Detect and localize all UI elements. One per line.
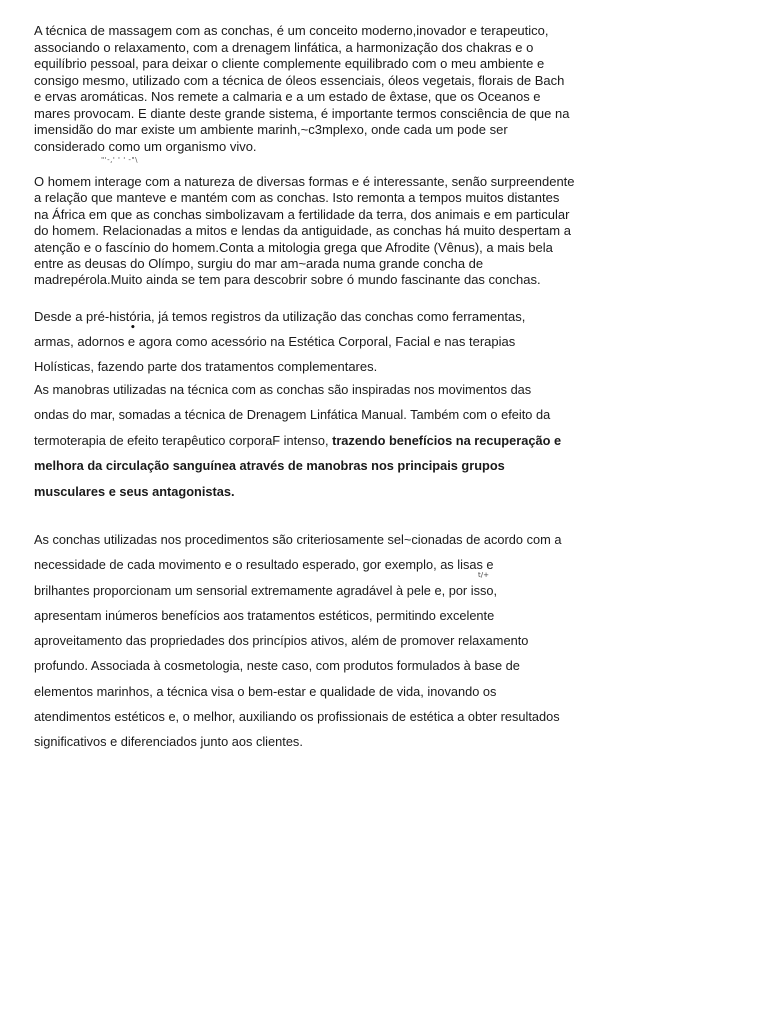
paragraph-conchas-massage-intro	[34, 23, 600, 155]
text-line: associando o relaxamento, com a drenagem linfática, a harmonização dos chakras e o	[34, 39, 534, 55]
text-normal-segment: termoterapia de efeito terapêutico corporaF intenso,	[34, 432, 333, 448]
text-line: As manobras utilizadas na técnica com as conchas são inspiradas nos movimentos das	[34, 382, 532, 397]
paragraph-shells-selection	[34, 527, 596, 755]
text-line-bold: musculares e seus antagonistas.	[34, 483, 235, 499]
text-line: ondas do mar, somadas a técnica de Drenagem Linfática Manual. Também com o efeito da	[34, 407, 551, 423]
text-line: atendimentos estéticos e, o melhor, auxiliando os profissionais de estética a obter resultados	[34, 709, 560, 725]
text-line: O homem interage com a natureza de diversas formas e é interessante, senão surpreendente	[34, 174, 575, 189]
text-line: aproveitamento das propriedades dos princípios ativos, além de promover relaxamento	[34, 633, 529, 649]
text-line: As conchas utilizadas nos procedimentos são criteriosamente sel~cionadas de acordo com a	[34, 532, 562, 547]
text-line: elementos marinhos, a técnica visa o bem-estar e qualidade de vida, inovando os	[34, 683, 497, 699]
text-line: madrepérola.Muito ainda se tem para descobrir sobre ó mundo fascinante das conchas.	[34, 272, 541, 288]
text-line: e ervas aromáticas. Nos remete a calmaria e a um estado de êxtase, que os Oceanos e	[34, 89, 541, 104]
scan-artifact-dot: •	[130, 323, 136, 333]
text-line: profundo. Associada à cosmetologia, neste caso, com produtos formulados à base de	[34, 658, 520, 674]
paragraph-man-and-nature	[34, 174, 600, 289]
text-line: do homem. Relacionadas a mitos e lendas da antiguidade, as conchas há muito despertam a	[34, 223, 571, 239]
text-line-bold: melhora da circulação sanguínea através de manobras nos principais grupos	[34, 458, 505, 474]
text-line: Desde a pré-história, já temos registros da utilização das conchas como ferramentas,	[34, 309, 526, 324]
text-line: armas, adornos e agora como acessório na Estética Corporal, Facial e nas terapias	[34, 334, 516, 349]
scan-artifact-mark: t/+	[478, 571, 489, 579]
text-line: apresentam inúmeros benefícios aos tratamentos estéticos, permitindo excelente	[34, 607, 495, 623]
text-line: mares provocam. E diante deste grande sistema, é importante termos consciência de que na	[34, 105, 570, 121]
text-bold-segment: trazendo benefícios na recuperação e	[332, 432, 562, 448]
paragraph-prehistory	[34, 304, 594, 379]
text-line: na África em que as conchas simbolizavam a fertilidade da terra, dos animais e em particular	[34, 206, 570, 222]
text-line-mixed	[34, 428, 596, 453]
text-line: entre as deusas do Olímpo, surgiu do mar am~arada numa grande concha de	[34, 256, 484, 272]
text-line: atenção e o fascínio do homem.Conta a mitologia grega que Afrodite (Vênus), a mais bela	[34, 239, 553, 255]
text-line: Holísticas, fazendo parte dos tratamentos complementares.	[34, 359, 378, 374]
text-line: equilíbrio pessoal, para deixar o cliente complemente equilibrado com o meu ambiente e	[34, 56, 545, 71]
text-line: brilhantes proporcionam um sensorial extremamente agradável à pele e, por isso,	[34, 582, 498, 598]
text-line: consigo mesmo, utilizado com a técnica de óleos essenciais, óleos vegetais, florais de Bach	[34, 72, 565, 88]
text-line: imensidão do mar existe um ambiente marinh,~c3mplexo, onde cada um pode ser	[34, 122, 508, 137]
text-line: considerado como um organismo vivo.	[34, 138, 257, 154]
paragraph-maneuvers	[34, 377, 596, 504]
text-line: necessidade de cada movimento e o resultado esperado, gor exemplo, as lisas e	[34, 557, 494, 573]
text-line: a relação que manteve e mantém com as conchas. Isto remonta a tempos muitos distantes	[34, 190, 560, 206]
text-line: A técnica de massagem com as conchas, é um conceito moderno,inovador e terapeutico,	[34, 23, 549, 38]
scan-artifact-marks: "'-,' ' ' -"\	[101, 156, 138, 164]
text-line: significativos e diferenciados junto aos clientes.	[34, 734, 303, 750]
